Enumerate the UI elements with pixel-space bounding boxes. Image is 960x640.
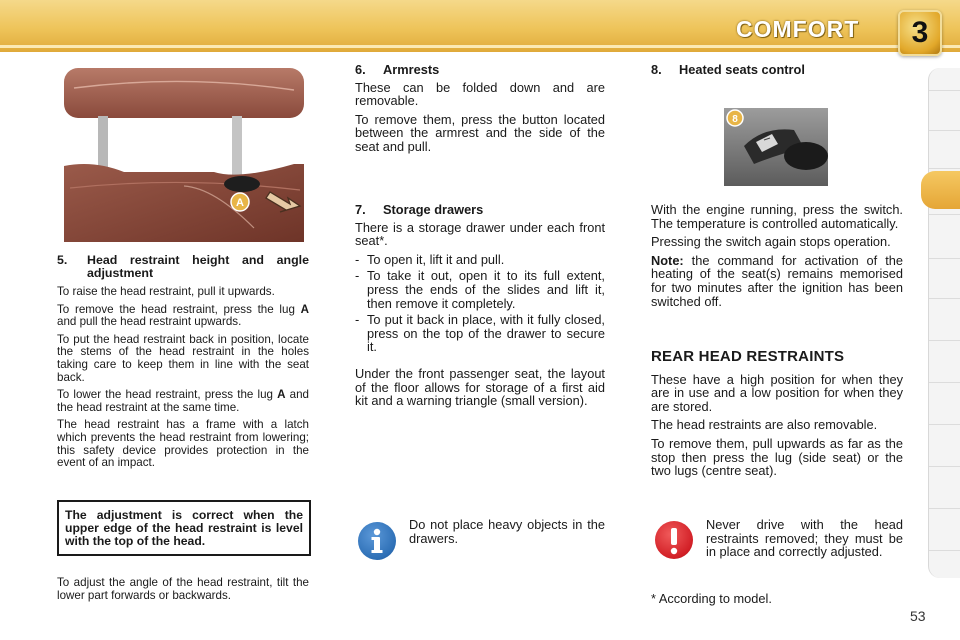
text-run: and the head restraint at the same time. bbox=[57, 388, 309, 414]
paragraph: To remove them, press the button located between the armrest and the side of the seat and pull. bbox=[355, 111, 605, 154]
head-restraint-illustration bbox=[64, 68, 304, 242]
info-note-text: Do not place heavy objects in the drawers. bbox=[409, 517, 605, 546]
tab-active-chapter[interactable] bbox=[921, 171, 960, 209]
list-item: - To put it back in place, with it fully closed, press on the top of the drawer to secure it. bbox=[355, 312, 605, 355]
tab-divider bbox=[929, 466, 960, 467]
section-6 bbox=[355, 63, 605, 159]
paragraph: To put the head restraint back in position, locate the stems of the head restraint in the holes taking care to keep them in line with the seat back. bbox=[57, 332, 309, 384]
section-7-title: Storage drawers bbox=[383, 202, 484, 217]
page-number: 53 bbox=[910, 608, 926, 624]
note-text: the command for activation of the heating of the seat(s) remains memorised for two minutes after the ignition has been switched off. bbox=[651, 252, 903, 309]
section-8-title: Heated seats control bbox=[679, 62, 805, 77]
paragraph bbox=[57, 389, 309, 414]
list-item: - To open it, lift it and pull. bbox=[355, 251, 505, 267]
switch-8-label: 8 bbox=[732, 114, 738, 125]
paragraph: The head restraints are also removable. bbox=[651, 417, 878, 433]
rear-head-restraints bbox=[651, 350, 903, 483]
chapter-number-badge bbox=[898, 10, 942, 56]
column-1 bbox=[57, 254, 309, 475]
section-7-number: 7. bbox=[355, 202, 366, 217]
list-item-text: To take it out, open it to its full extent, press the ends of the slides and lift it, then remove it completely. bbox=[367, 268, 605, 311]
section-7 bbox=[355, 203, 605, 413]
chapter-title: COMFORT bbox=[736, 16, 860, 42]
section-5-number: 5. bbox=[57, 253, 68, 267]
heated-seats-text bbox=[651, 203, 903, 313]
tab-divider bbox=[929, 90, 960, 91]
lug-reference: A bbox=[277, 388, 286, 402]
tab-divider bbox=[929, 214, 960, 215]
paragraph: To raise the head restraint, pull it upwards. bbox=[57, 285, 275, 298]
tab-divider bbox=[929, 508, 960, 509]
head-restraint-photo bbox=[64, 68, 304, 242]
paragraph: To remove them, pull upwards as far as the stop then press the lug (side seat) or the two lugs (centre seat). bbox=[651, 435, 903, 479]
section-8 bbox=[651, 63, 903, 81]
tab-divider bbox=[929, 258, 960, 259]
footnote: * According to model. bbox=[651, 591, 772, 606]
warning-note-text: Never drive with the head restraints removed; they must be in place and correctly adjusted. bbox=[706, 517, 903, 560]
lug-reference: A bbox=[300, 302, 309, 316]
tab-divider bbox=[929, 340, 960, 341]
info-icon bbox=[358, 522, 396, 560]
adjustment-note-box: The adjustment is correct when the upper edge of the head restraint is level with the top of the head. bbox=[57, 500, 311, 556]
chapter-number: 3 bbox=[911, 16, 929, 49]
heated-seat-switch-illustration bbox=[724, 108, 828, 186]
text-run: To remove the head restraint, press the lug bbox=[57, 302, 301, 316]
tab-divider bbox=[929, 550, 960, 551]
list-item: - To take it out, open it to its full extent, press the ends of the slides and lift it, then remove it completely. bbox=[355, 268, 605, 311]
rear-head-restraints-title: REAR HEAD RESTRAINTS bbox=[651, 348, 845, 365]
list-item-text: To put it back in place, with it fully closed, press on the top of the drawer to secure it. bbox=[367, 312, 605, 355]
paragraph: These have a high position for when they are in use and a low position for when they are stored. bbox=[651, 371, 903, 414]
paragraph: Pressing the switch again stops operation. bbox=[651, 234, 891, 250]
tab-divider bbox=[929, 130, 960, 131]
note-label: Note: bbox=[651, 252, 684, 268]
section-6-number: 6. bbox=[355, 62, 366, 77]
header-stripe bbox=[0, 45, 960, 48]
lug-a-label: A bbox=[236, 197, 244, 209]
tab-divider bbox=[929, 298, 960, 299]
chapter-side-tabs bbox=[928, 68, 960, 578]
tab-divider bbox=[929, 168, 960, 169]
paragraph: Under the front passenger seat, the layout of the floor allows for storage of a first aid kit and a warning triangle (small version). bbox=[355, 365, 605, 409]
paragraph: With the engine running, press the switch. The temperature is controlled automatically. bbox=[651, 202, 903, 231]
section-7-heading bbox=[355, 203, 605, 217]
text-run: To lower the head restraint, press the lug bbox=[57, 388, 278, 402]
paragraph: These can be folded down and are removable. bbox=[355, 79, 605, 109]
tab-divider bbox=[929, 382, 960, 383]
angle-adjust-paragraph: To adjust the angle of the head restraint, tilt the lower part forwards or backwards. bbox=[57, 576, 309, 602]
paragraph bbox=[57, 304, 309, 329]
paragraph: There is a storage drawer under each front seat*. bbox=[355, 219, 605, 249]
warning-icon bbox=[655, 521, 693, 559]
heated-seat-switch-photo bbox=[724, 108, 828, 186]
section-6-title: Armrests bbox=[383, 62, 440, 77]
text-run: and pull the head restraint upwards. bbox=[57, 315, 242, 329]
paragraph: The head restraint has a frame with a latch which prevents the head restraint from lowering; this safety device provides protection in the event of an impact. bbox=[57, 418, 309, 470]
list-item-text: To open it, lift it and pull. bbox=[367, 251, 505, 267]
paragraph bbox=[651, 254, 903, 308]
section-8-number: 8. bbox=[651, 62, 662, 77]
section-8-heading bbox=[651, 63, 903, 77]
section-6-heading bbox=[355, 63, 605, 77]
tab-divider bbox=[929, 424, 960, 425]
section-5-title: Head restraint height and angle adjustment bbox=[87, 253, 309, 280]
section-5-heading bbox=[57, 254, 309, 280]
